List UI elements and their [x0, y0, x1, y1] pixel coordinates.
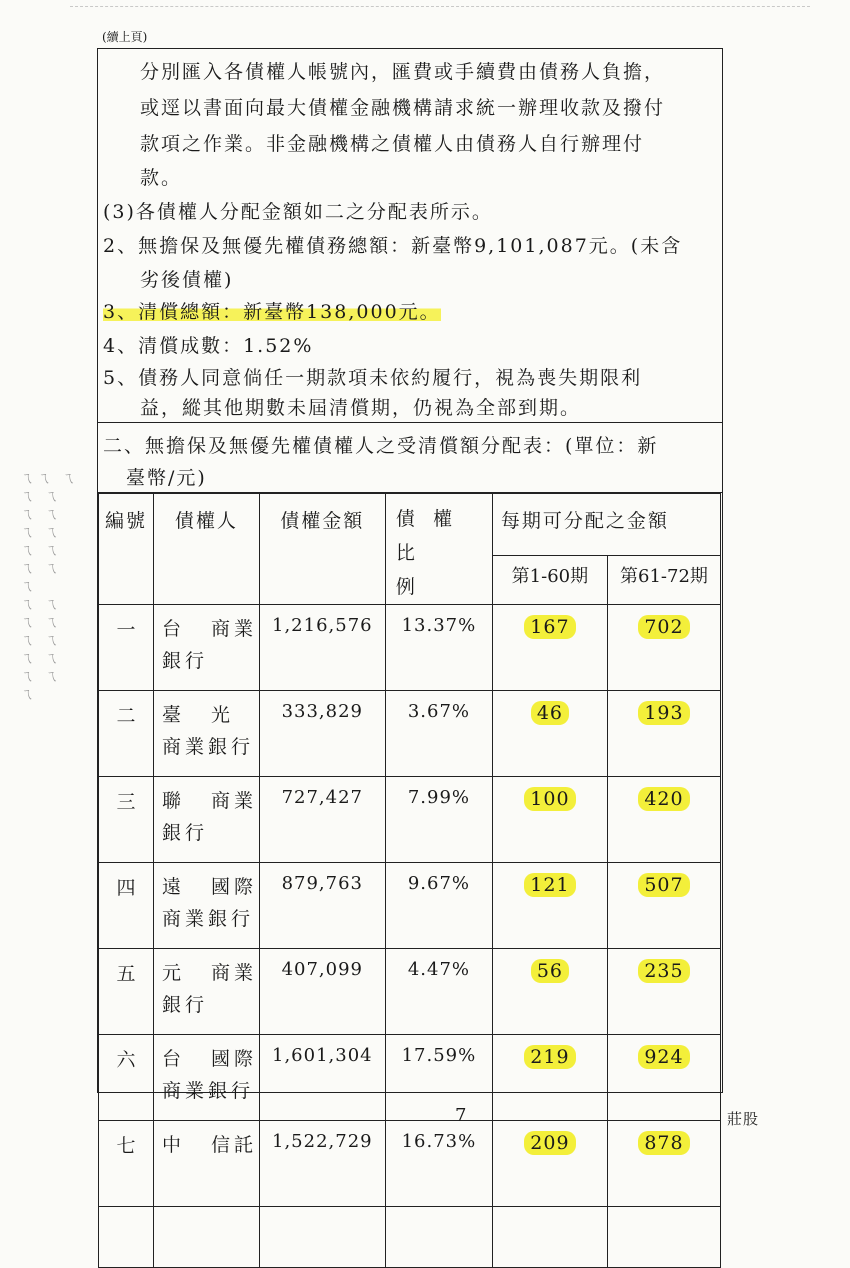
period-2-amount: 878	[638, 1131, 689, 1155]
allocation-unit-line: 臺幣/元)	[126, 467, 207, 489]
creditor-name-part: 銀行	[161, 650, 208, 672]
creditor-name-part: 信託	[210, 1134, 257, 1156]
redaction-mark	[185, 706, 211, 726]
creditor-name-part: 臺	[161, 704, 185, 726]
allocation-table	[98, 493, 721, 1268]
header-creditor: 債權人	[153, 494, 259, 605]
period-1-amount: 100	[524, 787, 575, 811]
creditor-name-part: 台	[161, 1048, 185, 1070]
claim-ratio: 3.67%	[385, 691, 492, 777]
period-1-amount: 167	[524, 615, 575, 639]
claim-amount: 1,216,576	[259, 605, 385, 691]
empty-cell	[385, 1207, 492, 1268]
redaction-mark	[185, 964, 211, 984]
table-row	[99, 1121, 721, 1207]
header-ratio-line2: 例	[395, 576, 421, 598]
header-period-1: 第1-60期	[492, 556, 607, 605]
document-frame	[97, 48, 723, 1157]
total-debt-line: 2、無擔保及無優先權債務總額：新臺幣9,101,087元。(未含	[103, 235, 683, 257]
period-2-amount-cell	[607, 1035, 720, 1121]
claim-amount: 333,829	[259, 691, 385, 777]
period-2-amount: 507	[638, 873, 689, 897]
creditor-name-part: 商業銀行	[161, 908, 254, 930]
creditor-name-part: 國際	[210, 1048, 257, 1070]
header-no: 編號	[99, 494, 154, 605]
default-clause-line: 5、債務人同意倘任一期款項未依約履行，視為喪失期限利	[103, 367, 643, 389]
period-2-amount-cell	[607, 777, 720, 863]
period-2-amount: 924	[638, 1045, 689, 1069]
period-1-amount-cell	[492, 1121, 607, 1207]
claim-ratio: 16.73%	[385, 1121, 492, 1207]
claim-amount: 1,522,729	[259, 1121, 385, 1207]
creditor-name-part: 商業	[210, 790, 257, 812]
creditor-name-part: 遠	[161, 876, 185, 898]
header-ratio	[385, 494, 492, 605]
creditor-name-part: 光	[210, 704, 234, 726]
period-1-amount-cell	[492, 949, 607, 1035]
claim-amount: 1,601,304	[259, 1035, 385, 1121]
period-2-amount: 235	[638, 959, 689, 983]
redaction-mark	[185, 792, 211, 812]
header-amount: 債權金額	[259, 494, 385, 605]
creditor-name	[153, 863, 259, 949]
creditor-name-part: 商業銀行	[161, 736, 254, 758]
period-1-amount: 209	[524, 1131, 575, 1155]
creditor-name-part: 銀行	[161, 994, 208, 1016]
term-line: 款項之作業。非金融機構之債權人由債務人自行辦理付	[140, 133, 645, 155]
claim-ratio: 4.47%	[385, 949, 492, 1035]
claim-ratio: 17.59%	[385, 1035, 492, 1121]
creditor-name-part: 元	[161, 962, 185, 984]
period-1-amount-cell	[492, 863, 607, 949]
period-1-amount-cell	[492, 691, 607, 777]
table-row	[99, 691, 721, 777]
court-division-stamp: 莊股	[727, 1110, 760, 1128]
term-line: (3)各債權人分配金額如二之分配表所示。	[103, 201, 493, 223]
repayment-total-line	[103, 297, 441, 324]
redaction-mark	[185, 1050, 211, 1070]
redaction-mark	[185, 620, 211, 640]
period-1-amount: 46	[531, 701, 569, 725]
period-2-amount: 420	[638, 787, 689, 811]
period-1-amount-cell	[492, 1035, 607, 1121]
empty-cell	[153, 1207, 259, 1268]
repayment-ratio-line: 4、清償成數：1.52%	[103, 335, 314, 357]
claim-amount: 727,427	[259, 777, 385, 863]
row-number: 六	[99, 1035, 154, 1121]
creditor-name-part: 商業	[210, 962, 257, 984]
section-1-terms	[98, 49, 722, 423]
table-row	[99, 605, 721, 691]
header-ratio-line1: 債 權 比	[395, 508, 458, 564]
creditor-name	[153, 691, 259, 777]
creditor-name-part: 商業銀行	[161, 1080, 254, 1102]
period-2-amount-cell	[607, 691, 720, 777]
redaction-mark	[185, 878, 211, 898]
row-number: 五	[99, 949, 154, 1035]
period-1-amount-cell	[492, 605, 607, 691]
creditor-name-part: 商業	[210, 618, 257, 640]
section-2-title	[98, 423, 722, 493]
creditor-name-part: 中	[161, 1134, 185, 1156]
row-number: 四	[99, 863, 154, 949]
creditor-name	[153, 949, 259, 1035]
continued-label: (續上頁)	[102, 30, 148, 44]
term-line: 益，縱其他期數未屆清償期，仍視為全部到期。	[140, 397, 582, 419]
claim-amount: 407,099	[259, 949, 385, 1035]
period-2-amount-cell	[607, 949, 720, 1035]
period-1-amount: 219	[524, 1045, 575, 1069]
creditor-name	[153, 1035, 259, 1121]
creditor-name-part: 銀行	[161, 822, 208, 844]
row-number: 三	[99, 777, 154, 863]
table-row	[99, 777, 721, 863]
creditor-name	[153, 1121, 259, 1207]
period-1-amount-cell	[492, 777, 607, 863]
creditor-name-part: 國際	[210, 876, 257, 898]
term-line: 款。	[140, 167, 183, 189]
term-line: 或逕以書面向最大債權金融機構請求統一辦理收款及撥付	[140, 97, 666, 119]
creditor-name-part: 聯	[161, 790, 185, 812]
table-row	[99, 949, 721, 1035]
creditor-name-part: 台	[161, 618, 185, 640]
redaction-mark	[185, 1136, 211, 1156]
allocation-title-line: 二、無擔保及無優先權債權人之受清償額分配表：(單位：新	[103, 435, 659, 457]
term-line: 劣後債權)	[140, 269, 234, 291]
period-2-amount: 193	[638, 701, 689, 725]
table-row	[99, 863, 721, 949]
row-number: 二	[99, 691, 154, 777]
empty-cell	[492, 1207, 607, 1268]
claim-amount: 879,763	[259, 863, 385, 949]
empty-cell	[259, 1207, 385, 1268]
creditor-name	[153, 777, 259, 863]
row-number: 七	[99, 1121, 154, 1207]
highlighted-repayment-total: 3、清償總額：新臺幣138,000元。	[103, 301, 441, 323]
period-2-amount-cell	[607, 863, 720, 949]
header-per-period: 每期可分配之金額	[492, 494, 720, 556]
period-2-amount: 702	[638, 615, 689, 639]
creditor-name	[153, 605, 259, 691]
period-1-amount: 121	[524, 873, 575, 897]
claim-ratio: 7.99%	[385, 777, 492, 863]
header-period-2: 第61-72期	[607, 556, 720, 605]
claim-ratio: 9.67%	[385, 863, 492, 949]
punch-hole-marks: ㄟㄟ ㄟ ㄟ ㄟ ㄟ ㄟ ㄟ ㄟ ㄟ ㄟ ㄟ ㄟ ㄟ ㄟ ㄟ ㄟ ㄟ ㄟ ㄟ ㄟ ㄟ ㄟ ㄟ ㄟ	[20, 471, 79, 703]
row-number: 一	[99, 605, 154, 691]
claim-ratio: 13.37%	[385, 605, 492, 691]
empty-cell	[607, 1207, 720, 1268]
period-1-amount: 56	[531, 959, 569, 983]
period-2-amount-cell	[607, 1121, 720, 1207]
page-number: 7	[455, 1105, 467, 1126]
period-2-amount-cell	[607, 605, 720, 691]
table-row	[99, 1035, 721, 1121]
top-scan-edge	[70, 0, 810, 7]
empty-cell	[99, 1207, 154, 1268]
term-line: 分別匯入各債權人帳號內，匯費或手續費由債務人負擔，	[140, 61, 666, 83]
